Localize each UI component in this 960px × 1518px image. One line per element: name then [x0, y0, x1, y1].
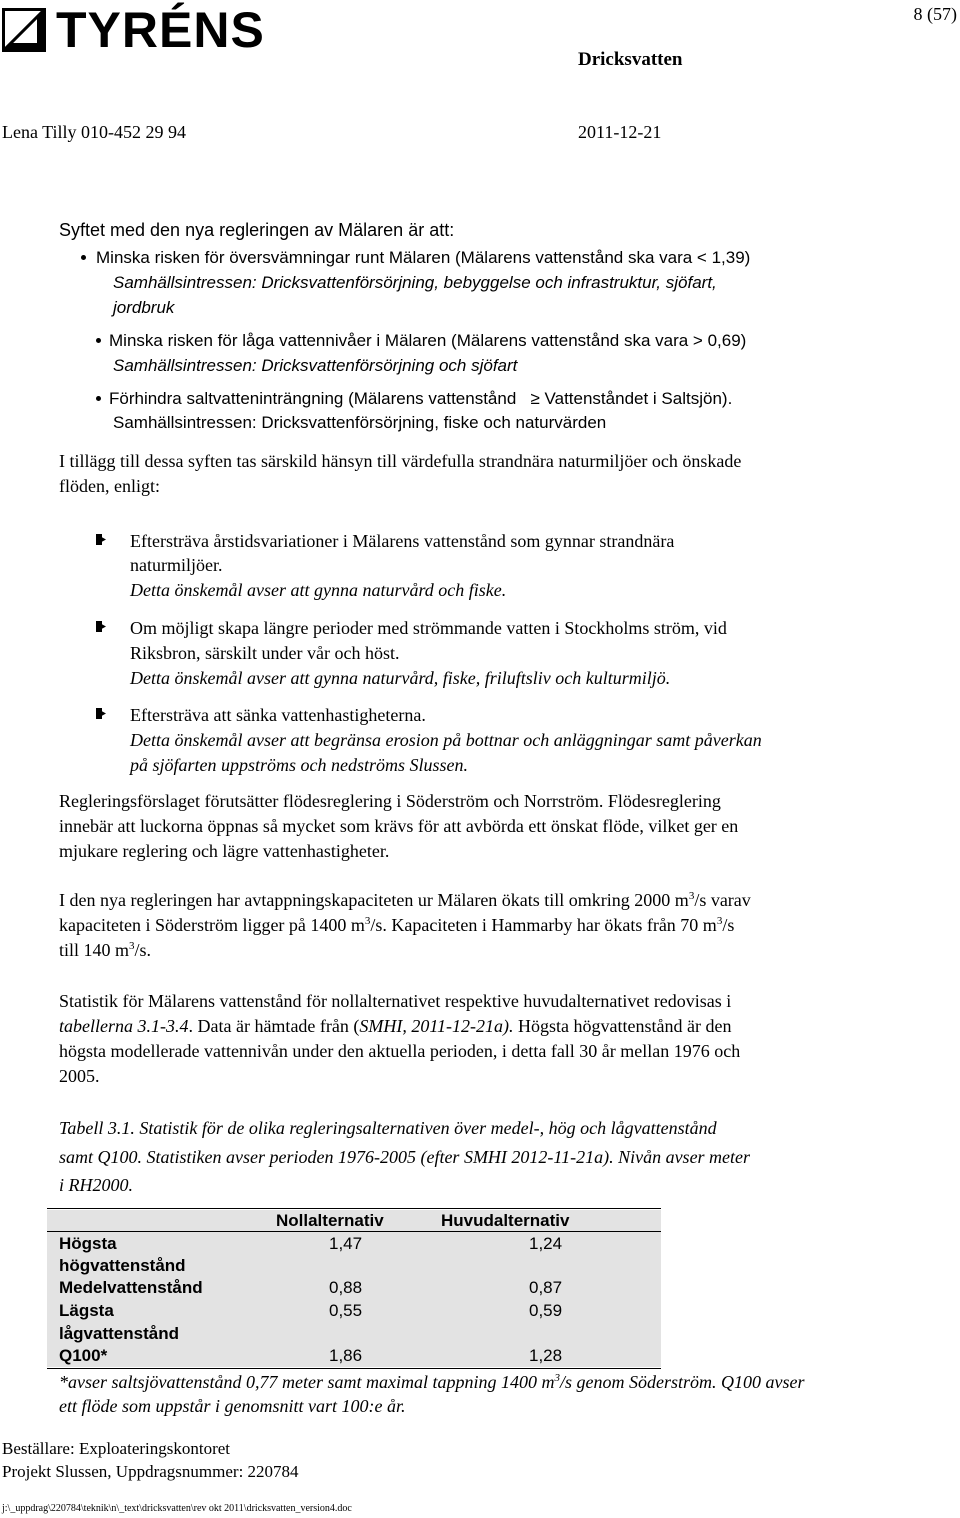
flow-item-3-note-cont: på sjöfarten uppströms och nedströms Slussen.	[130, 755, 469, 775]
flow-item-3-text: Eftersträva att sänka vattenhastigheterna.	[130, 705, 426, 725]
table-bottom-rule	[47, 1368, 661, 1369]
table-caption: Tabell 3.1. Statistik för de olika regleringsalternativen över medel-, hög och lågvattenstånd	[59, 1118, 717, 1138]
tyrens-logo-mark	[2, 8, 46, 52]
regulation-paragraph-line: innebär att luckorna öppnas så mycket som krävs för att avbörda ett önskat flöde, vilket ger en	[59, 816, 739, 836]
stats-paragraph-line: tabellerna 3.1-3.4. Data är hämtade från (SMHI, 2011-12-21a). Högsta högvattenstånd är den	[59, 1016, 732, 1036]
table-caption: i RH2000.	[59, 1175, 133, 1195]
company-logo-text: TYRÉNS	[56, 2, 265, 58]
page-number: 8 (57)	[913, 4, 957, 24]
flow-item-2-note: Detta önskemål avser att gynna naturvård, fiske, friluftsliv och kulturmiljö.	[130, 668, 671, 688]
intro-text: Syftet med den nya regleringen av Mälaren är att:	[59, 220, 455, 240]
footer-client: Beställare: Exploateringskontoret	[2, 1439, 231, 1458]
square-bullet-icon	[96, 534, 106, 545]
author-contact: Lena Tilly 010-452 29 94	[2, 122, 187, 142]
table-top-rule	[47, 1208, 661, 1209]
stats-paragraph-line: högsta modellerade vattennivån under den aktuella perioden, i detta fall 30 år mellan 1976 och	[59, 1041, 741, 1061]
doc-title: Dricksvatten	[578, 49, 683, 70]
flow-item-1-note: Detta önskemål avser att gynna naturvård och fiske.	[130, 580, 507, 600]
goal-2-interest: Samhällsintressen: Dricksvattenförsörjning och sjöfart	[113, 356, 518, 375]
bullet-icon	[96, 396, 101, 401]
table-footnote: *avser saltsjövattenstånd 0,77 meter samt maximal tappning 1400 $m^3/s$ genom Söderström. Q100 avser	[59, 1372, 805, 1392]
logo-mark-icon	[5, 11, 43, 49]
greater-equal-symbol: ≥	[530, 389, 540, 408]
bullet-icon	[96, 338, 101, 343]
doc-date: 2011-12-21	[578, 122, 662, 142]
flow-item-2-text-cont: Riksbron, särskilt under vår och höst.	[130, 643, 400, 663]
consideration-text: I tillägg till dessa syften tas särskild hänsyn till värdefulla strandnära naturmiljöer och önskade	[59, 451, 742, 471]
capacity-paragraph-line: till 140 $m^3/s$.	[59, 940, 152, 960]
stats-paragraph-line: Statistik för Mälarens vattenstånd för nollalternativet respektive huvudalternativet redovisas i	[59, 991, 732, 1011]
footer-file-path: j:\_uppdrag\220784\teknik\n\_text\dricksvatten\rev okt 2011\dricksvatten_version4.doc	[2, 1503, 352, 1514]
regulation-paragraph-line: mjukare reglering och lägre vattenhastigheter.	[59, 841, 390, 861]
stats-paragraph-line: 2005.	[59, 1066, 100, 1086]
capacity-paragraph-line: kapaciteten i Söderström ligger på 1400 $m^3/s$. Kapaciteten i Hammarby har ökats från 70 $m^3/s$	[59, 915, 735, 935]
goal-1-text: Minska risken för översvämningar runt Mälaren (Mälarens vattenstånd ska vara < 1,39)	[96, 248, 751, 267]
square-bullet-icon	[96, 708, 106, 719]
goal-3-interest: Samhällsintressen: Dricksvattenförsörjning, fiske och naturvärden	[113, 413, 607, 432]
flow-item-2-text: Om möjligt skapa längre perioder med strömmande vatten i Stockholms ström, vid	[130, 618, 727, 638]
table-caption: samt Q100. Statistiken avser perioden 1976-2005 (efter SMHI 2012-11-21a). Nivån avser meter	[59, 1147, 751, 1167]
goal-2-text: Minska risken för låga vattennivåer i Mälaren (Mälarens vattenstånd ska vara > 0,69)	[109, 331, 747, 350]
regulation-paragraph-line: Regleringsförslaget förutsätter flödesreglering i Söderström och Norrström. Flödesreglering	[59, 791, 721, 811]
table-header: Huvudalternativ	[441, 1211, 570, 1230]
consideration-text-cont: flöden, enligt:	[59, 476, 160, 496]
flow-item-1-text-cont: naturmiljöer.	[130, 555, 223, 575]
table-header: Nollalternativ	[276, 1211, 384, 1230]
goal-1-interest: Samhällsintressen: Dricksvattenförsörjning, bebyggelse och infrastruktur, sjöfart,	[113, 273, 717, 292]
table-footnote-cont: ett flöde som uppstår i genomsnitt vart 100:e år.	[59, 1396, 406, 1416]
capacity-paragraph-line: I den nya regleringen har avtappningskapaciteten ur Mälaren ökats till omkring 2000 $m^3/s$ varav	[59, 890, 751, 910]
goal-3-text: Förhindra saltvatteninträngning (Mälarens vattenstånd ≥ Vattenståndet i Saltsjön).	[109, 389, 733, 408]
flow-item-1-text: Eftersträva årstidsvariationer i Mälarens vattenstånd som gynnar strandnära	[130, 531, 675, 551]
footer-project: Projekt Slussen, Uppdragsnummer: 220784	[2, 1462, 299, 1481]
flow-item-3-note: Detta önskemål avser att begränsa erosion på bottnar och anläggningar samt påverkan	[130, 730, 762, 750]
bullet-icon	[81, 255, 86, 260]
goal-1-interest-cont: jordbruk	[113, 298, 175, 317]
square-bullet-icon	[96, 621, 106, 632]
